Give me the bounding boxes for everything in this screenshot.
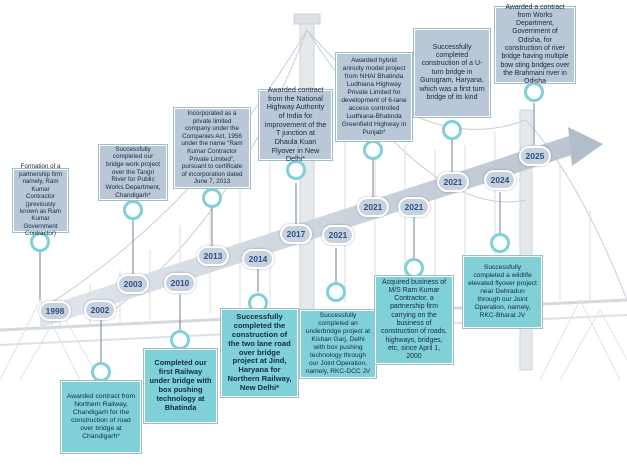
milestone-text: Successfully completed construction of a U-turn bridge in Gurugram, Haryana, which was a first turn bridge of its kind xyxy=(419,43,485,101)
milestone-text: Successfully completed an underbridge project at Kishan Garj, Delhi with box pushing technology through our Joint Operation, namely, RKC-DCC JV xyxy=(305,312,371,375)
milestone-box xyxy=(99,145,167,200)
year-badge: 2024 xyxy=(484,170,516,190)
year-badge: 2021 xyxy=(322,225,354,245)
ring-marker-icon xyxy=(172,332,189,349)
milestone-box xyxy=(414,29,490,117)
milestone-text: Successfully completed the construction of the two lane road over bridge project at Jind, Haryana for Northern Railway, New Delhi* xyxy=(227,311,292,393)
year-badge: 2021 xyxy=(398,197,430,217)
milestone-box xyxy=(463,256,542,328)
milestone-box xyxy=(495,3,575,86)
milestone-box xyxy=(300,310,376,378)
year-badge: 1998 xyxy=(39,301,71,321)
year-badge: 2021 xyxy=(437,172,469,192)
ring-marker-icon xyxy=(125,202,142,219)
milestone-text: Incorporated as a private limited company under the Companies Act, 1956 under the name “Ram Kumar Contractor Private Limited”, pursuant to certificate of incorporation dated June 7, 2013 xyxy=(181,110,243,186)
ring-marker-icon xyxy=(93,364,110,381)
milestone-text: Successfully completed our bridge work project over the Tangri River for Public Works Department, Chandigarh* xyxy=(105,145,161,199)
year-badge: 2013 xyxy=(197,246,229,266)
milestone-text: Awarded a contract from Works Department, Government of Odisha, for construction of river bridge having multiple bow sting bridges over the Brahmani river in Odisha xyxy=(500,3,570,86)
milestone-text: Completed our first Railway under bridge with box pushing technology at Bhatinda xyxy=(149,358,212,412)
ring-marker-icon xyxy=(204,190,221,207)
ring-marker-icon xyxy=(444,122,461,139)
milestone-box xyxy=(174,108,250,188)
ring-marker-icon xyxy=(365,142,382,159)
year-badge: 2002 xyxy=(84,300,116,320)
ring-marker-icon xyxy=(328,284,345,301)
arrow-head-icon xyxy=(568,127,603,166)
year-badge: 2010 xyxy=(164,273,196,293)
ring-marker-icon xyxy=(288,162,305,179)
milestone-box xyxy=(259,85,332,164)
milestone-text: Formation of a partnership firm namely, Ram Kumar Contractor (previously known as Ram Kumar Government Contractor) xyxy=(19,163,62,238)
milestone-box xyxy=(144,349,217,423)
milestone-text: Successfully completed a wildlife elevated flyover project near Dehradun through our Joint Operation, namely, RKC-Bharat JV xyxy=(468,263,537,320)
milestone-box xyxy=(13,163,68,238)
milestone-box xyxy=(375,276,453,364)
year-badge: 2021 xyxy=(357,197,389,217)
milestone-box xyxy=(221,309,298,397)
ring-marker-icon xyxy=(492,235,509,252)
milestone-text: Acquired business of M/S Ram Kumar Contractor, a partnership firm carrying on the business of construction of roads, highways, bridges, etc, since April 1, 2000 xyxy=(381,278,447,361)
milestone-text: Awarded contract from the National Highway Authority of India for improvement of the T junction at Dhaula Kuan Flyover in New Delhi* xyxy=(264,85,327,164)
year-badge: 2014 xyxy=(242,249,274,269)
milestone-box xyxy=(61,381,141,453)
year-badge: 2025 xyxy=(519,146,551,166)
ring-marker-icon xyxy=(406,260,423,277)
milestone-text: Awarded hybrid annuity model project from NHAI Bhatinda Ludhiana Highway Private Limited for development of 6-lane access controlled Ludhiana-Bhatinda Greenfield Highway in Punjab* xyxy=(341,57,407,136)
year-badge: 2003 xyxy=(117,274,149,294)
year-badge: 2017 xyxy=(280,224,312,244)
milestone-text: Awarded contract from Northern Railway, Chandigarh for the construction of road over bridge at Chandigarh* xyxy=(66,392,136,441)
milestone-box xyxy=(336,53,412,141)
